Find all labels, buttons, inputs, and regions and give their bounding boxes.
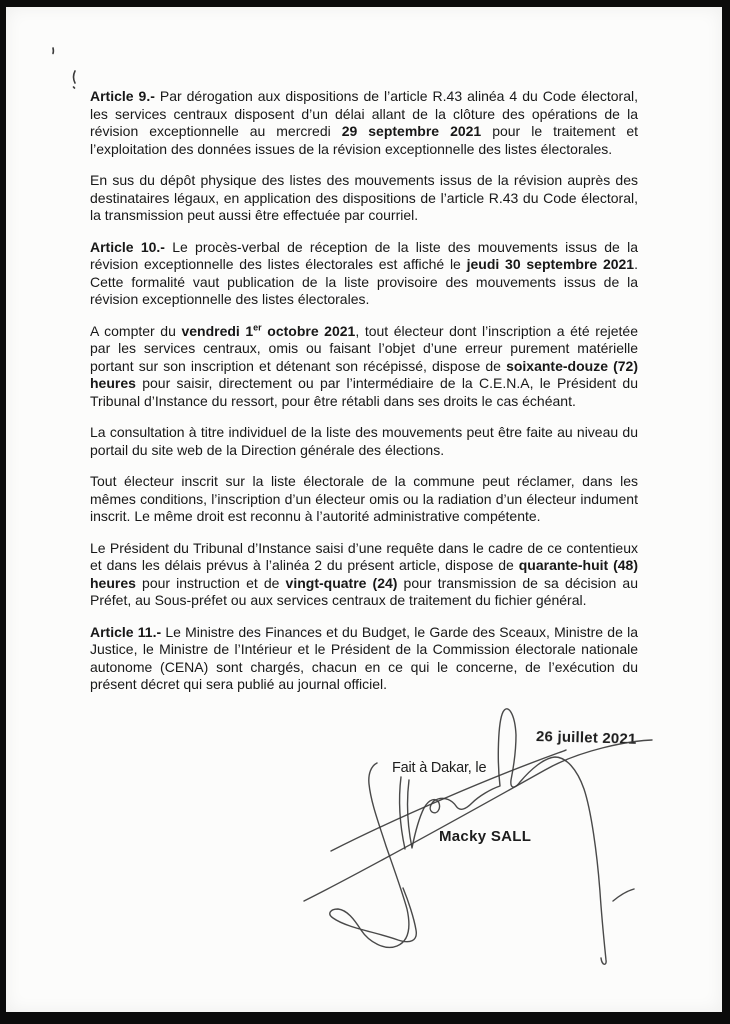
paragraph: En sus du dépôt physique des listes des mouvements issus de la révision auprès des destinataires légaux, en application des dispositions de l’article R.43 du Code électoral, la transmission peut aussi être effectuée par courriel. bbox=[90, 172, 638, 223]
paragraph: Article 11.- Le Ministre des Finances et du Budget, le Garde des Sceaux, Ministre de la Justice, le Ministre de l’Intérieur et le Président de la Commission électorale nationale autonome (CENA) sont chargés, chacun en ce qui le concerne, de l’exécution du présent décret qui sera publié au journal officiel. bbox=[90, 623, 638, 692]
paragraph: Article 9.- Par dérogation aux dispositions de l’article R.43 alinéa 4 du Code électoral, les services centraux disposent d’un délai allant de la clôture des opérations de la révision exceptionnelle au mercredi 29 septembre 2021 pour le traitement et l’exploitation des données issues de la révision exceptionnelle des listes électorales. bbox=[90, 88, 638, 157]
place-line: Fait à Dakar, le bbox=[392, 760, 487, 776]
decree-date: 26 juillet 2021 bbox=[535, 728, 637, 748]
paragraph: Le Président du Tribunal d’Instance saisi d’une requête dans le cadre de ce contentieux et dans les délais prévus à l’alinéa 2 du présent article, dispose de quarante-huit (48) heures pour instruction et de vingt-quatre (24) pour transmission de sa décision au Préfet, au Sous-préfet ou aux services centraux de traitement du fichier général. bbox=[90, 539, 638, 608]
paragraph: Article 10.- Le procès-verbal de réception de la liste des mouvements issus de la révision exceptionnelle des listes électorales est affiché le jeudi 30 septembre 2021. Cette formalité vaut publication de la liste provisoire des mouvements issus de la révision exceptionnelle des listes électorales. bbox=[90, 238, 638, 307]
decree-body bbox=[90, 88, 638, 708]
signatory-name: Macky SALL bbox=[439, 828, 532, 845]
paragraph: A compter du vendredi 1er octobre 2021, tout électeur dont l’inscription a été rejetée par les services centraux, omis ou faisant l’objet d’une erreur purement matérielle portant sur son inscription et détenant son récépissé, dispose de soixante-douze (72) heures pour saisir, directement ou par l’intermédiaire de la C.E.N.A, le Président du Tribunal d’Instance du ressort, pour être rétabli dans ses droits le cas échéant. bbox=[90, 321, 638, 409]
paragraph: Tout électeur inscrit sur la liste électorale de la commune peut réclamer, dans les mêmes conditions, l’inscription d’un électeur omis ou la radiation d’un électeur indument inscrit. Le même droit est reconnu à l’autorité administrative compétente. bbox=[90, 473, 638, 524]
paragraph: La consultation à titre individuel de la liste des mouvements peut être faite au niveau du portail du site web de la Direction générale des élections. bbox=[90, 424, 638, 458]
